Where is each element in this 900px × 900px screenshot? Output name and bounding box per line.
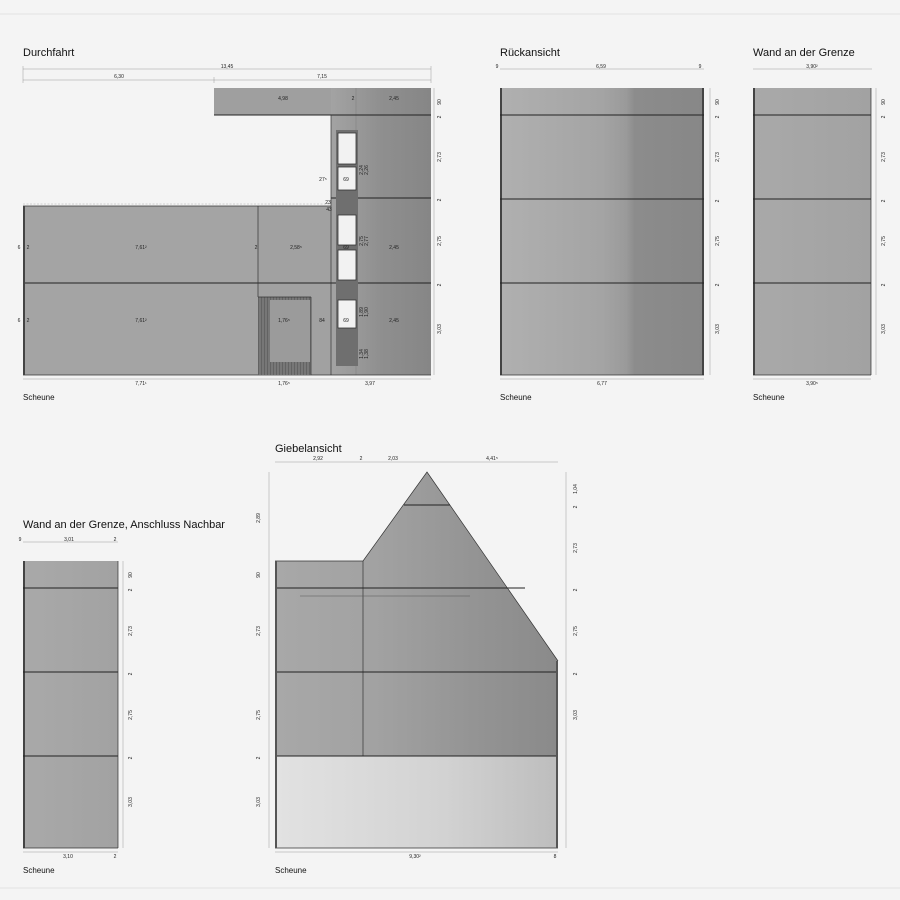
dimension-chain-bottom — [23, 379, 431, 387]
dimension-label: 3,10 — [63, 854, 73, 860]
rear-wall — [500, 88, 704, 375]
view-rueckansicht — [496, 47, 721, 402]
neighbour-wall — [23, 561, 118, 848]
dimension-label: 13,45 — [220, 64, 234, 70]
view-caption: Scheune — [753, 393, 785, 402]
dimension-label: 2 — [128, 756, 134, 760]
dimension-label: 84 — [319, 318, 325, 324]
dimension-label: 9 — [18, 537, 22, 543]
dimension-label: 6 — [17, 318, 21, 324]
dimension-label: 90 — [437, 99, 443, 105]
dimension-label: 2 — [881, 115, 887, 119]
dimension-label: 2,75 — [715, 236, 721, 246]
dimension-label: 2,73 — [715, 152, 721, 162]
dimension-label: 2,58⁵ — [290, 245, 302, 251]
dimension-label: 43 — [326, 207, 332, 213]
dimension-label: 2,75 — [437, 236, 443, 246]
barn-wall-left — [23, 206, 258, 375]
dimension-label: 1,34 — [359, 349, 365, 359]
dimension-label: 2,75 — [128, 710, 134, 720]
dimension-label: 6,59 — [596, 64, 606, 70]
dimension-label: 2,75 — [256, 710, 262, 720]
dimension-label: 8 — [553, 854, 557, 860]
window — [338, 250, 356, 280]
dimension-label: 2,24 — [359, 165, 365, 175]
dimension-label: 2,73 — [437, 152, 443, 162]
dimension-label: 4,98 — [278, 96, 288, 102]
dimension-label: 2 — [437, 198, 443, 202]
dimension-label: 2 — [128, 588, 134, 592]
dimension-label: 3,03 — [437, 324, 443, 334]
dimension-chain-right — [123, 561, 134, 848]
view-wand-an-der-grenze — [753, 47, 887, 402]
dimension-label: 2 — [256, 756, 262, 760]
dimension-label: 3,90⁵ — [806, 381, 818, 387]
dimension-label: 27⁵ — [319, 177, 327, 183]
dimension-label: 2 — [359, 456, 363, 462]
dimension-label: 90 — [128, 572, 134, 578]
view-caption: Scheune — [23, 393, 55, 402]
dimension-label: 2,89 — [256, 513, 262, 523]
dimension-label: 3,90² — [806, 64, 818, 70]
dimension-label: 2,75 — [881, 236, 887, 246]
dimension-label: 3,03 — [881, 324, 887, 334]
gable-base — [275, 756, 558, 848]
dimension-label: 69 — [343, 318, 349, 324]
dimension-chain-top — [23, 64, 431, 83]
dimension-label: 2,26 — [364, 165, 370, 175]
dimension-label: 3,01 — [64, 537, 74, 543]
dimension-label: 2 — [351, 96, 355, 102]
dimension-label: 2,45 — [389, 245, 399, 251]
dimension-label: 69 — [343, 245, 349, 251]
dimension-label: 3,97 — [365, 381, 375, 387]
view-caption: Scheune — [275, 866, 307, 875]
dimension-label: 2,73 — [256, 626, 262, 636]
dimension-label: 6 — [17, 245, 21, 251]
dimension-chain-right — [566, 472, 579, 848]
dimension-label: 3,03 — [715, 324, 721, 334]
view-title: Rückansicht — [500, 47, 560, 59]
dimension-label: 2 — [128, 672, 134, 676]
view-giebelansicht — [256, 443, 579, 875]
dimension-label: 7,71¹ — [135, 381, 147, 387]
dimension-label: 2,45 — [389, 318, 399, 324]
dimension-chain-right — [434, 88, 443, 375]
window — [338, 133, 356, 164]
dimension-label: 2 — [113, 854, 117, 860]
dimension-label: 7,61² — [135, 318, 147, 324]
dimension-label: 2,73 — [128, 626, 134, 636]
dimension-label: 2 — [26, 318, 30, 324]
view-title: Wand an der Grenze — [753, 47, 855, 59]
dimension-label: 9 — [495, 64, 499, 70]
dimension-label: 6,77 — [597, 381, 607, 387]
dimension-label: 90 — [715, 99, 721, 105]
dimension-label: 2,77 — [364, 236, 370, 246]
dimension-label: 2 — [715, 199, 721, 203]
dimension-label: 2 — [254, 245, 258, 251]
dimension-label: 7,15 — [317, 74, 327, 80]
dimension-label: 23 — [325, 200, 331, 206]
boundary-wall — [753, 88, 871, 375]
dimension-label: 2 — [437, 283, 443, 287]
dimension-label: 4,41⁵ — [486, 456, 498, 462]
view-wand-anschluss-nachbar — [19, 519, 226, 875]
dimension-label: 1,76⁵ — [278, 381, 290, 387]
dimension-label: 9 — [698, 64, 702, 70]
view-caption: Scheune — [23, 866, 55, 875]
dimension-label: 2 — [113, 537, 117, 543]
view-caption: Scheune — [500, 393, 532, 402]
dimension-chain-left — [256, 472, 269, 848]
dimension-label: 1,38 — [364, 349, 370, 359]
view-title: Durchfahrt — [23, 47, 75, 59]
dimension-label: 2 — [573, 672, 579, 676]
dimension-label: 90 — [881, 99, 887, 105]
dimension-label: 9,30² — [409, 854, 421, 860]
view-title: Wand an der Grenze, Anschluss Nachbar — [23, 519, 225, 531]
dimension-label: 2 — [437, 115, 443, 119]
dimension-label: 2,73 — [573, 543, 579, 553]
dimension-label: 2,45 — [389, 96, 399, 102]
dimension-label: 3,03 — [573, 710, 579, 720]
dimension-label: 7,61² — [135, 245, 147, 251]
dimension-chain-right — [876, 88, 887, 375]
dimension-label: 2 — [573, 505, 579, 509]
dimension-label: 2,75 — [573, 626, 579, 636]
dimension-label: 90 — [256, 572, 262, 578]
dimension-label: 1,89 — [359, 307, 365, 317]
view-title: Giebelansicht — [275, 443, 342, 455]
dimension-chain-right — [710, 88, 721, 375]
dimension-label: 1,76⁵ — [278, 318, 290, 324]
dimension-label: 2 — [715, 115, 721, 119]
upper-gallery — [214, 88, 331, 115]
dimension-label: 1,04 — [573, 484, 579, 494]
dimension-label: 2,73 — [881, 152, 887, 162]
dimension-label: 1,90 — [364, 307, 370, 317]
dimension-label: 3,03 — [128, 797, 134, 807]
window — [338, 215, 356, 245]
dimension-label: 2 — [881, 283, 887, 287]
dimension-label: 3,03 — [256, 797, 262, 807]
dimension-label: 69 — [343, 177, 349, 183]
dimension-label: 2 — [881, 199, 887, 203]
dimension-label: 2,92 — [313, 456, 323, 462]
dimension-label: 2,75 — [359, 236, 365, 246]
dimension-label: 6,30 — [114, 74, 124, 80]
view-durchfahrt — [18, 47, 443, 402]
dimension-label: 2 — [573, 588, 579, 592]
dimension-label: 2 — [715, 283, 721, 287]
dimension-label: 2,03 — [388, 456, 398, 462]
dimension-label: 2 — [26, 245, 30, 251]
